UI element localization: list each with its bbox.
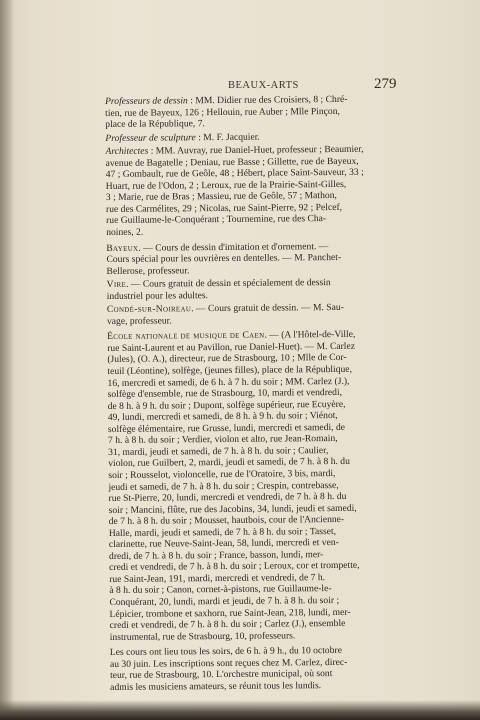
text-line: Professeurs de dessin : MM. Didier rue des Croisiers, 8 ; Chré- [105,93,348,107]
page-number: 279 [374,76,397,92]
text-line: jeudi et samedi, de 7 h. à 8 h. du soir ; Crespin, contrebasse, [108,479,339,493]
paragraph-lead: Architectes [105,145,149,158]
text-line: Bellerose, professeur. [106,264,190,277]
text-line: Professeur de sculpture : M. F. Jacquier. [105,131,260,144]
text-line: admis les musiciens amateurs, se réunit tous les lundis. [110,679,322,693]
text-line: Condé-sur-Noireau. — Cours gratuit de dessin. — M. Sau- [106,302,344,316]
text-line: noines, 2. [106,226,144,239]
book-spine-shadow [0,0,14,720]
paragraph-lead: Professeur de sculpture [105,131,196,144]
paragraph [110,645,410,694]
paragraph-lead: Professeurs de dessin [105,95,188,107]
text-line: clarinette, rue Neuve-Saint-Jean, 58, lundi, mercredi et ven- [108,537,339,551]
text-line: à 8 h. du soir ; Canon, cornet-à-pistons, rue Guillaume-le- [109,583,332,597]
paragraph [105,130,405,144]
paragraph-lead: Bayeux [106,242,139,254]
text-line: 31, mardi, jeudi et samedi, de 7 h. à 8 h. du soir ; Caulier, [108,444,329,458]
text-line: rue Saint-Laurent et au Pavillon, rue Daniel-Huet). — M. Carlez [107,340,356,354]
paragraph [105,144,406,239]
paragraph [105,93,405,130]
paragraph [106,240,406,277]
text-line: rue des Carmélites, 29 ; Nicolas, rue Saint-Pierre, 92 ; Pelcef, [105,201,343,215]
text-line: industriel pour les adultes. [106,289,209,302]
text-line: rue Guillaume-le-Conquérant ; Tournemine, rue des Cha- [106,213,327,227]
text-line: vage, professeur. [106,315,172,327]
text-line: dredi, de 7 h. à 8 h. du soir ; France, basson, lundi, mer- [108,548,324,562]
text-line: Bayeux. — Cours de dessin d'imitation et d'ornement. — [106,240,329,254]
paragraph [107,329,410,643]
text-line: soir ; Rousselot, violoncelle, rue de l'Oratoire, 3 bis, mardi, [108,467,336,481]
text-line: 7 h. à 8 h. du soir ; Verdier, violon et alto, rue Jean-Romain, [107,433,338,447]
text-line: soir ; Mancini, flûte, rue des Jacobins, 34, lundi, jeudi et samedi, [108,502,357,516]
text-line: credi et vendredi, de 7 h. à 8 h. du soir ; Carlez (J.), ensemble [109,617,346,632]
text-line: Conquérant, 20, lundi, mardi et jeudi, de 7 h. à 8 h. du soir ; [109,594,340,608]
text-line: 49, lundi, mercredi et samedi, de 8 h. à 9 h. du soir ; Viénot, [107,410,338,424]
paragraph-lead: École nationale de musique de Caen [107,330,265,343]
text-line: 47 ; Gombault, rue de Geôle, 48 ; Hébert, place Saint-Sauveur, 33 ; [105,167,364,181]
text-line: violon, rue Guilbert, 2, mardi, jeudi et samedi, de 7 h. à 8 h. du [108,456,350,470]
text-line: Halle, mardi, jeudi et samedi, de 7 h. à 8 h. du soir ; Tasset, [108,525,337,539]
text-line: 16, mercredi et samedi, de 6 h. à 7 h. du soir ; MM. Carlez (J.), [107,375,350,389]
text-line: Huart, rue de l'Odon, 2 ; Leroux, rue de la Prairie-Saint-Gilles, [105,178,347,192]
paragraph-lead: Vire [106,279,127,291]
text-line: teur, rue de Strasbourg, 10. L'orchestre municipal, où sont [110,668,333,682]
paragraph-lead: Condé-sur-Noireau [106,303,192,316]
text-line: de 8 h. à 9 h. du soir ; Dupont, solfège supérieur, rue Ecuyère, [107,398,346,412]
text-line: avenue de Bagatelle ; Deniau, rue Basse ; Gillette, rue de Bayeux, [105,155,359,169]
paragraph [107,302,407,328]
text-line: rue Saint-Jean, 191, mardi, mercredi et vendredi, de 7 h. [109,571,326,585]
text-line: rue St-Pierre, 20, lundi, mercredi et vendredi, de 7 h. à 8 h. du [108,490,347,505]
running-head [0,76,480,94]
text-line: Lépicier, trombone et saxhorn, rue Saint-Jean, 218, lundi, mer- [109,606,351,620]
text-line: credi et vendredi, de 7 h. à 8 h. du soir ; Leroux, cor et trompette, [109,560,360,574]
text-line: teuil (Léontine), solfège, (jeunes filles), place de la République, [107,363,353,378]
text-line: Architectes : MM. Auvray, rue Daniel-Huet, professeur ; Beaumier, [105,143,364,158]
section-title: BEAUX-ARTS [228,80,299,91]
text-line: Vire. — Cours gratuit de dessin et spécialement de dessin [106,277,331,291]
text-line: solfège élémentaire, rue Grusse, lundi, mercredi et samedi, de [107,421,346,435]
page-edge-shadow [0,700,480,720]
text-line: (Jules), (O. A.), directeur, rue de Strasbourg, 10 ; Mlle de Cor- [107,352,347,366]
text-line: solfège d'ensemble, rue de Strasbourg, 10, mardi et vendredi, [107,387,343,401]
text-line: place de la République, 7. [105,118,205,131]
text-line: Cours spécial pour les ouvrières en dentelles. — M. Panchet- [106,252,342,266]
body-text [105,93,410,695]
text-line: Les cours ont lieu tous les soirs, de 6 h. à 9 h., du 10 octobre [109,645,342,659]
text-line: École nationale de musique de Caen. — (A l'Hôtel-de-Ville, [107,329,356,343]
text-line: 3 ; Marie, rue de Bras ; Massieu, rue de Geôle, 57 ; Mathon, [105,190,337,204]
paragraph [107,277,407,303]
text-line: tien, rue de Bayeux, 126 ; Hellouin, rue Auber ; Mlle Pinçon, [105,105,340,119]
text-line: instrumental, rue de Strasbourg, 10, professeurs. [109,629,296,643]
text-line: au 30 juin. Les inscriptions sont reçues chez M. Carlez, direc- [109,656,348,670]
text-line: de 7 h. à 8 h. du soir ; Mousset, hautbois, cour de l'Ancienne- [108,514,345,528]
